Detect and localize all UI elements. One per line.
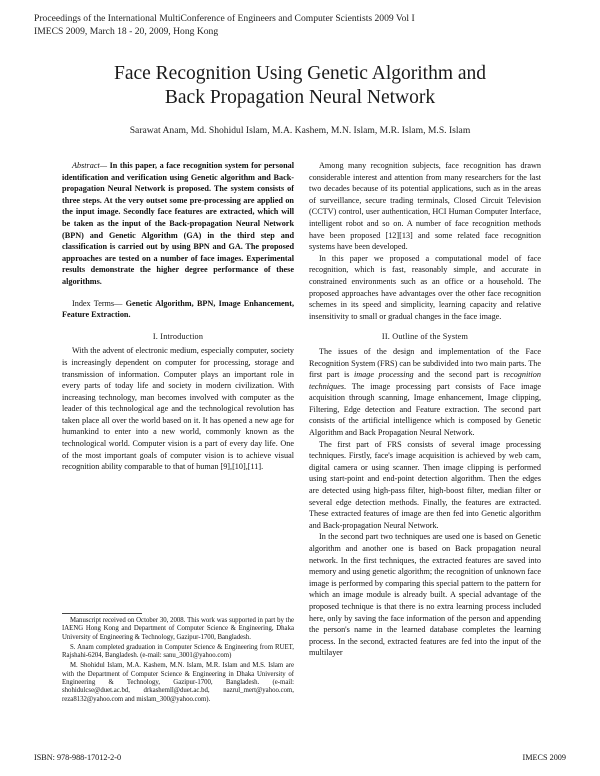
outline-paragraph-2: The first part of FRS consists of several image processing techniques. Firstly, face's image acquisition is achieved by web cam, digital camera or using scanner. Then image clipping is performed using start-point and end-point detection algorithm. Then the edges are detected using high-pass filter, high-boost filter, median filter or several edge detection methods. Finally, the features are extracted. These extracted features of image are then fed into Genetic algorithm and Back-propagation Neural Network. <box>309 439 541 530</box>
footnotes <box>62 617 294 706</box>
right-paragraph-1: Among many recognition subjects, face recognition has drawn considerable interest and attention from many researchers for the last two decades because of its potential applications, such as in the areas of surveillance, secure trading terminals, Closed Circuit Television (CCTV) control, user authentication, HCI Human Computer Interface, intelligent robot and so on. A number of face recognition methods have been proposed [12][13] and some related face recognition systems have been developed. <box>309 161 541 252</box>
abstract-text: In this paper, a face recognition system for personal identification and verification using Genetic algorithm and Back-propagation Neural Network is proposed. The system consists of three steps. At the very outset some pre-processing are applied on the input image. Secondly face features are extracted, which will be taken as the input of the Back-propagation Neural Network (BPN) and Genetic Algorithm (GA) in the third step and classification is carried out by using BPN and GA. The proposed approaches are tested on a number of face images. Experimental results demonstrate the higher degree performance of these algorithms. <box>62 161 294 286</box>
abstract-lead: Abstract— <box>72 161 108 170</box>
header-line-1: Proceedings of the International MultiConference of Engineers and Computer Scientists 2009 Vol I <box>34 13 415 24</box>
index-terms-lead: Index Terms— <box>72 298 123 308</box>
header-line-2: IMECS 2009, March 18 - 20, 2009, Hong Kong <box>34 26 219 37</box>
title-line-1: Face Recognition Using Genetic Algorithm and <box>113 63 487 84</box>
right-paragraph-2: In this paper we proposed a computational model of face recognition, which is fast, reasonably simple, and accurate in constrained environments such as an office or a household. The proposed approaches have advantages over the other face recognition schemes in its speed and simplicity, learning capacity and relative insensitivity to small or gradual changes in the face image. <box>309 253 541 321</box>
section-heading-outline: II. Outline of the System <box>381 332 469 342</box>
outline-p1-term-image-processing: image processing <box>353 370 414 380</box>
outline-p1-term-recognition: recognition techniques <box>309 370 541 391</box>
index-terms-text: Genetic Algorithm, BPN, Image Enhancement, Feature Extraction. <box>62 298 295 320</box>
footnote-2: S. Anam completed graduation in Computer Science & Engineering from RUET, Rajshahi-6204, Bangladesh. (e-mail: sanu_3001@yahoo.com) <box>62 643 294 660</box>
outline-paragraph-3: In the second part two techniques are used one is based on Genetic algorithm and another one is based on Back propagation neural network. In the first techniques, the extracted features are saved into memory and using genetic algorithm; the recognition of unknown face image is performed by comparing this special pattern to the pattern for which an image module is already built. A special advantage of the proposed technique is that there is no extra learning process included here, only by saving the face information of the person and appending the person's name in the learned database completes the learning process. In the second, extracted features are fed into the input of the multilayer <box>309 532 541 658</box>
footer-venue: IMECS 2009 <box>522 753 566 762</box>
intro-paragraph: With the advent of electronic medium, especially computer, society is increasingly dependent on computer for processing, storage and transmission of information. Computer plays an important role in every parts of today life and society in modern civilization. With increasing technology, man becomes involved with computer as the leader of this technological age and the technological revolution has taken place all over the world based on it. It has opened a new age for humankind to enter into a new world, commonly known as the technological world. Computer vision is a part of every day life. One of the most important goals of computer vision is to achieve visual recognition ability comparable to that of human [9],[10],[11]. <box>62 346 294 472</box>
footnote-rule <box>62 613 142 614</box>
footnote-3: M. Shohidul Islam, M.A. Kashem, M.N. Islam, M.R. Islam and M.S. Islam are with the Department of Computer Science & Engineering in Dhaka University of Engineering & Technology, Gazipur-1700, Bangladesh. (e-mail: shohidulcse@duet.ac.bd, drkashemll@duet.ac.bd, nazrul_mert@yahoo.com, reza8132@yahoo.com and mislam_300@yahoo.com). <box>62 662 294 703</box>
author-list: Sarawat Anam, Md. Shohidul Islam, M.A. Kashem, M.N. Islam, M.R. Islam, M.S. Islam <box>129 125 471 136</box>
footer-isbn: ISBN: 978-988-17012-2-0 <box>34 753 122 762</box>
outline-p1-text-a: The issues of the design and implementation of the Face Recognition System (FRS) can be subdivided into two main parts. The first part is <box>309 346 541 380</box>
outline-p1-text-c: . The image processing part consists of Face image acquisition through scanning, Image enhancement, Image clipping, Filtering, Edge detection and Feature extraction. The second part consists of the artificial intelligence which is composed by Genetic Algorithm and Back Propagation Neural Network. <box>309 381 541 438</box>
abstract <box>62 160 294 288</box>
section-heading-introduction: I. Introduction <box>152 331 204 341</box>
footnote-1: Manuscript received on October 30, 2008. This work was supported in part by the IAENG Hong Kong and Department of Computer Science & Engineering, Dhaka University of Engineering & Technology, Gazipur-1700, Bangladesh. <box>62 617 294 641</box>
title-line-2: Back Propagation Neural Network <box>164 87 436 108</box>
left-column <box>62 160 294 473</box>
right-column <box>309 160 541 659</box>
paper-title <box>0 62 600 110</box>
outline-paragraph-1 <box>309 346 541 439</box>
index-terms <box>62 298 294 321</box>
running-header <box>34 12 415 38</box>
outline-p1-text-b: and the second part is <box>413 370 504 380</box>
